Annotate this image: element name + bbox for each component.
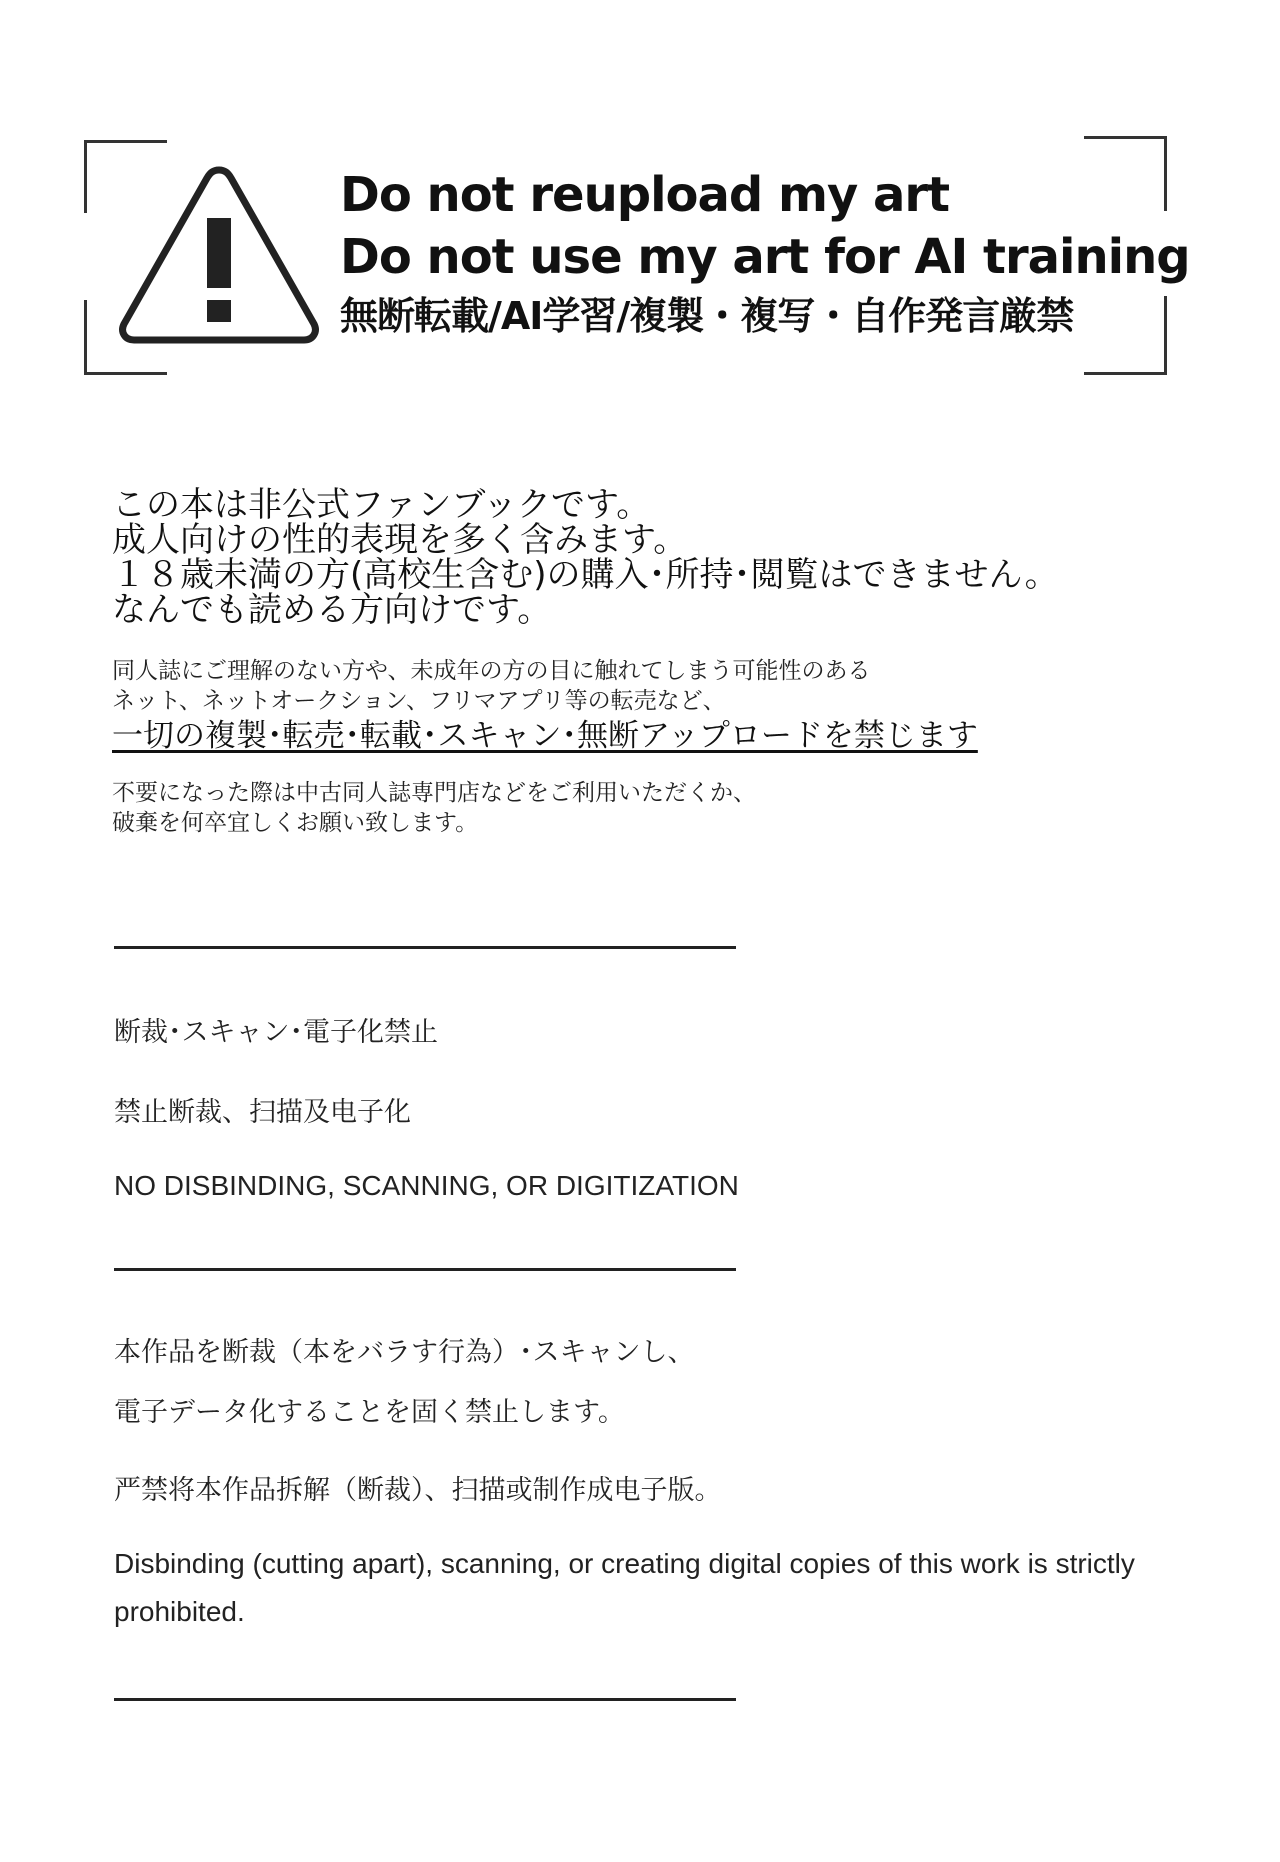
block2-english-line: prohibited. bbox=[114, 1596, 245, 1627]
notice-section bbox=[112, 485, 1172, 838]
banner-text bbox=[340, 164, 1190, 344]
notice-emphasis: 一切の複製･転売･転載･スキャン･無断アップロードを禁じます bbox=[112, 718, 978, 754]
notice-sub-line: ネット、ネットオークション、フリマアプリ等の転売など、 bbox=[112, 688, 726, 714]
notice-line: １８歳未満の方(高校生含む)の購入･所持･閲覧はできません。 bbox=[112, 555, 1059, 595]
divider bbox=[114, 946, 736, 949]
block2-japanese-line: 電子データ化することを固く禁止します。 bbox=[114, 1397, 625, 1428]
banner-japanese-prohibition: 無断転載/AI学習/複製・複写・自作発言厳禁 bbox=[340, 294, 1074, 338]
notice-sub-line: 不要になった際は中古同人誌専門店などをご利用いただくか、 bbox=[112, 780, 756, 806]
divider bbox=[114, 1698, 736, 1701]
block1-japanese: 断裁･スキャン･電子化禁止 bbox=[114, 1017, 438, 1048]
notice-line: この本は非公式ファンブックです。 bbox=[112, 485, 651, 525]
block2-chinese: 严禁将本作品拆解（断裁）、扫描或制作成电子版。 bbox=[114, 1475, 722, 1506]
warning-triangle-icon bbox=[114, 158, 324, 348]
block1-chinese: 禁止断裁、扫描及电子化 bbox=[114, 1097, 411, 1128]
banner-no-ai-training: Do not use my art for AI training bbox=[340, 229, 1190, 285]
block2-english-line: Disbinding (cutting apart), scanning, or creating digital copies of this work is strictly bbox=[114, 1548, 1135, 1579]
notice-sub-line: 同人誌にご理解のない方や、未成年の方の目に触れてしまう可能性のある bbox=[112, 658, 871, 684]
banner-no-reupload: Do not reupload my art bbox=[340, 167, 950, 223]
notice-sub-line: 破棄を何卒宜しくお願い致します。 bbox=[112, 810, 479, 836]
block1-english: NO DISBINDING, SCANNING, OR DIGITIZATION bbox=[114, 1170, 739, 1201]
notice-line: なんでも読める方向けです。 bbox=[112, 590, 552, 630]
notice-line: 成人向けの性的表現を多く含みます。 bbox=[112, 520, 688, 560]
divider bbox=[114, 1268, 736, 1271]
block2-japanese-line: 本作品を断裁（本をバラす行為）･スキャンし、 bbox=[114, 1337, 695, 1368]
